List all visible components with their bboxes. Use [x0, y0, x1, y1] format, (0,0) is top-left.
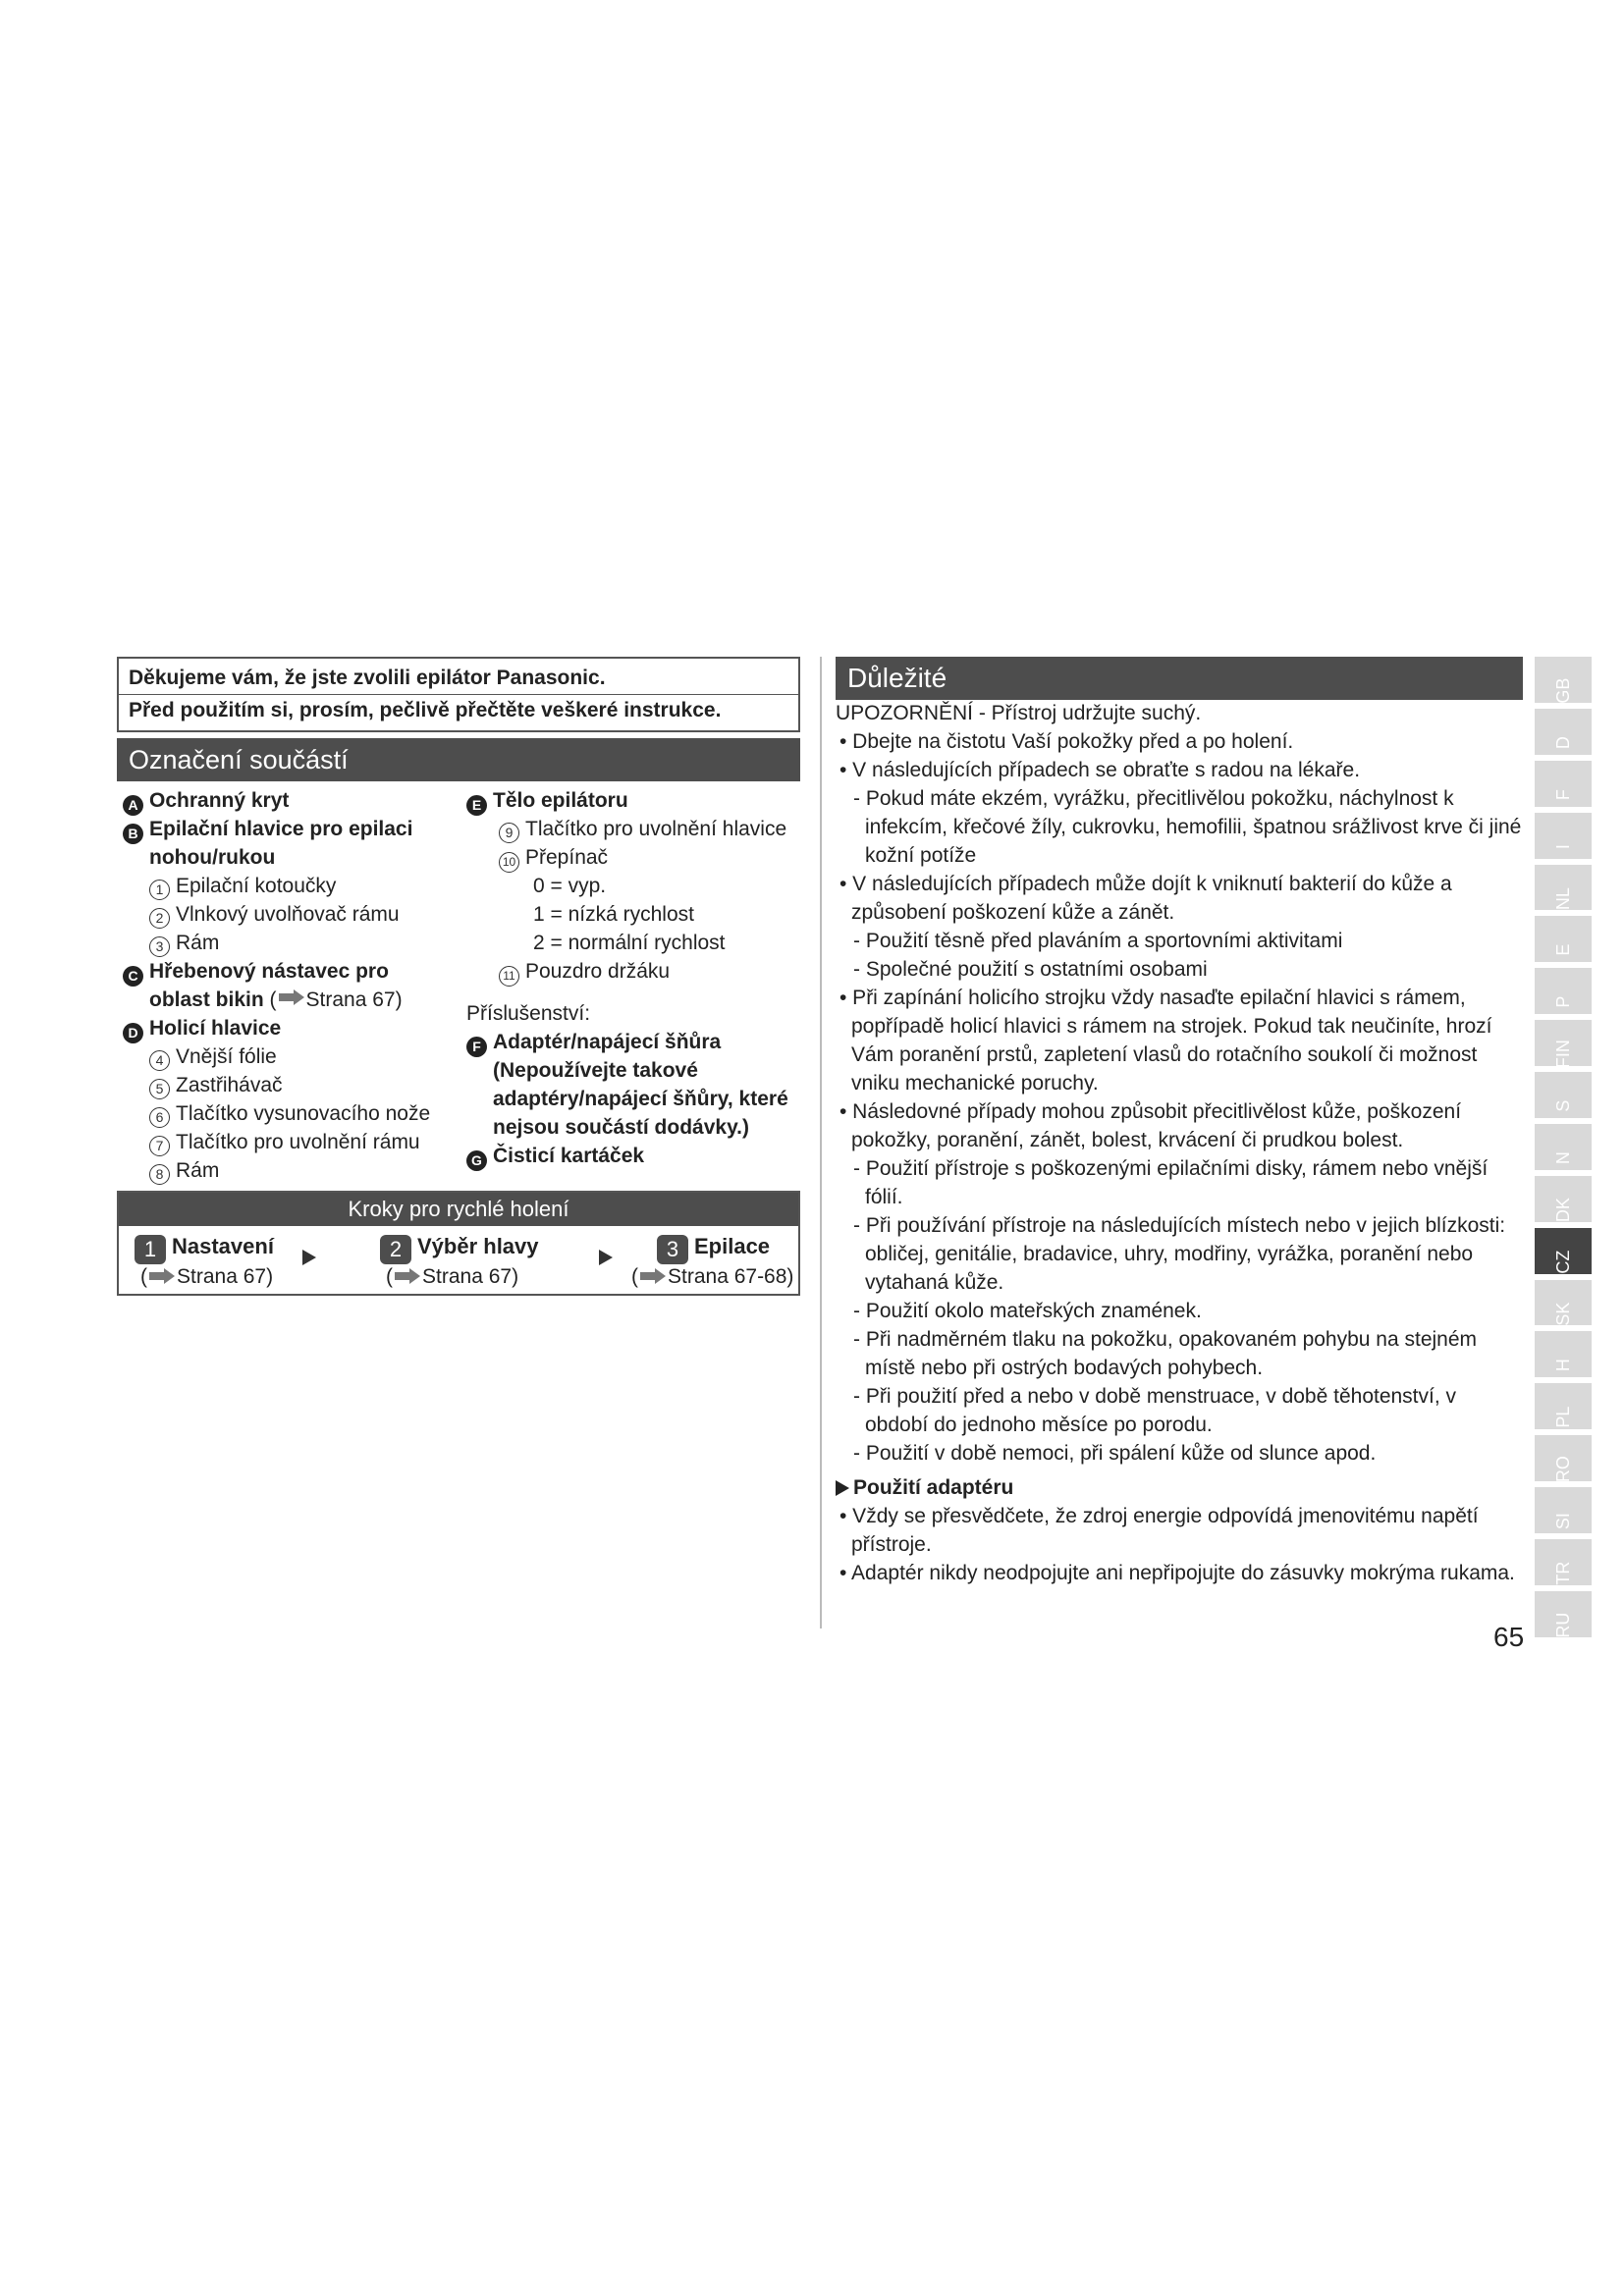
- language-tab-ro[interactable]: [1535, 1435, 1592, 1481]
- part-2: [123, 900, 457, 929]
- part-d: [123, 1014, 457, 1042]
- switch-2: [466, 929, 800, 957]
- bullet-item: • Adaptér nikdy neodpojujte ani nepřipojujte do zásuvky mokrýma rukama.: [839, 1562, 1515, 1584]
- ref-open: (: [631, 1265, 638, 1288]
- language-tab-tr[interactable]: [1535, 1539, 1592, 1585]
- step-ref: Strana 67): [177, 1265, 274, 1288]
- language-tab-label: SK: [1553, 1302, 1573, 1326]
- language-tab-f[interactable]: [1535, 761, 1592, 807]
- bullet-item: • Dbejte na čistotu Vaší pokožky před a po holení.: [839, 730, 1294, 753]
- language-tab-cz[interactable]: [1535, 1228, 1592, 1274]
- step-arrow-icon: [302, 1250, 316, 1265]
- language-tab-d[interactable]: [1535, 709, 1592, 755]
- part-2-label: Vlnkový uvolňovač rámu: [176, 903, 400, 926]
- bullet-item: • Při zapínání holicího strojku vždy nasaďte epilační hlavici s rámem, popřípadě holicí hlavici s rámem na strojek. Pokud tak neučiníte, hrozí Vám poranění prstů, zapletení vlasů do rotačního soukolí či možnost vniku mechanické poruchy.: [839, 987, 1492, 1095]
- part-b: [123, 815, 457, 843]
- language-tab-label: GB: [1553, 677, 1573, 704]
- step-number: 3: [657, 1235, 688, 1264]
- bullet-item: • V následujících případech se obraťte s radou na lékaře.: [839, 759, 1361, 781]
- language-tab-label: TR: [1553, 1561, 1573, 1585]
- part-f-label: Adaptér/napájecí šňůra: [493, 1031, 722, 1053]
- badge-g: G: [466, 1150, 487, 1171]
- quick-step-2: [380, 1234, 539, 1290]
- quick-step-3: [631, 1234, 793, 1290]
- language-tab-dk[interactable]: [1535, 1176, 1592, 1222]
- step-arrow-icon: [599, 1250, 613, 1265]
- badge-e: E: [466, 795, 487, 816]
- parts-list-right: [466, 786, 800, 1170]
- part-10-label: Přepínač: [525, 846, 609, 869]
- adapter-subheading-text: Použití adaptéru: [853, 1476, 1014, 1499]
- num-2: 2: [149, 908, 170, 929]
- language-tab-pl[interactable]: [1535, 1383, 1592, 1429]
- part-c-label-cont: [123, 986, 457, 1014]
- part-c-label: Hřebenový nástavec pro: [149, 960, 389, 983]
- ref-open: (: [140, 1265, 147, 1288]
- part-6: [123, 1099, 457, 1128]
- language-tab-label: D: [1553, 735, 1573, 749]
- part-1-label: Epilační kotoučky: [176, 875, 337, 897]
- switch-1-text: 1 = nízká rychlost: [533, 903, 694, 926]
- accessories-label: [466, 999, 800, 1028]
- badge-c: C: [123, 966, 143, 987]
- switch-1: [466, 900, 800, 929]
- step-title: Výběr hlavy: [417, 1234, 539, 1258]
- quick-steps-box: [117, 1191, 800, 1296]
- bullet-item: • V následujících případech může dojít k vniknutí bakterií do kůže a způsobení poškození kůže a zánět.: [839, 873, 1452, 924]
- important-heading: Důležité: [836, 657, 1523, 700]
- ref-open: (: [269, 988, 277, 1011]
- part-5-label: Zastřihávač: [176, 1074, 283, 1096]
- badge-f: F: [466, 1037, 487, 1057]
- bullet-item: • Vždy se přesvědčete, že zdroj energie odpovídá jmenovitému napětí přístroje.: [839, 1505, 1479, 1556]
- accessories-text: Příslušenství:: [466, 1002, 591, 1025]
- language-tab-i[interactable]: [1535, 813, 1592, 859]
- num-9: 9: [499, 823, 519, 843]
- step-ref: Strana 67): [422, 1265, 519, 1288]
- quick-steps-heading: Kroky pro rychlé holení: [119, 1193, 798, 1226]
- page-arrow-icon: [148, 1267, 176, 1285]
- part-d-label: Holicí hlavice: [149, 1017, 282, 1040]
- language-tab-label: P: [1553, 995, 1573, 1008]
- parts-list-left: [123, 786, 457, 1185]
- language-tab-label: S: [1553, 1099, 1573, 1112]
- part-6-label: Tlačítko vysunovacího nože: [176, 1102, 431, 1125]
- dash-item: - Použití v době nemoci, při spálení kůže od slunce apod.: [853, 1442, 1377, 1465]
- part-a-label: Ochranný kryt: [149, 789, 290, 812]
- bullet-item: • Následovné případy mohou způsobit přecitlivělost kůže, poškození pokožky, poranění, zánět, bolest, krvácení či prudkou bolest.: [839, 1100, 1462, 1151]
- step-title: Epilace: [694, 1234, 771, 1258]
- dash-item: - Použití okolo mateřských znamének.: [853, 1300, 1202, 1322]
- language-tab-fin[interactable]: [1535, 1020, 1592, 1069]
- language-tab-p[interactable]: [1535, 968, 1592, 1014]
- step-title: Nastavení: [172, 1234, 274, 1258]
- dash-item: - Při používání přístroje na následujících místech nebo v jejich blízkosti: obličej, genitálie, bradavice, uhry, modřiny, vyrážka, poranění nebo vytahaná kůže.: [853, 1214, 1506, 1294]
- column-divider: [820, 657, 822, 1629]
- num-4: 4: [149, 1050, 170, 1071]
- part-f-note-3: [466, 1113, 800, 1142]
- badge-a: A: [123, 795, 143, 816]
- part-f-label-4: nejsou součástí dodávky.): [493, 1116, 750, 1139]
- language-tab-h[interactable]: [1535, 1331, 1592, 1377]
- language-tab-label: CZ: [1553, 1250, 1573, 1274]
- part-g-label: Čisticí kartáček: [493, 1145, 645, 1167]
- part-4-label: Vnější fólie: [176, 1045, 277, 1068]
- dash-item: - Při použití před a nebo v době menstruace, v době těhotenství, v období do jednoho měsíce po porodu.: [853, 1385, 1457, 1436]
- language-tab-label: F: [1553, 788, 1573, 800]
- part-f-note-1: [466, 1056, 800, 1085]
- part-e-label: Tělo epilátoru: [493, 789, 628, 812]
- important-text: [836, 699, 1523, 1587]
- intro-thanks: Děkujeme vám, že jste zvolili epilátor Panasonic.: [129, 667, 606, 689]
- language-tab-sk[interactable]: [1535, 1280, 1592, 1326]
- quick-step-1: [135, 1234, 274, 1290]
- num-6: 6: [149, 1107, 170, 1128]
- page-arrow-icon: [639, 1267, 667, 1285]
- language-tab-label: I: [1553, 843, 1573, 849]
- language-tab-s[interactable]: [1535, 1072, 1592, 1118]
- part-f: [466, 1028, 800, 1056]
- switch-0: [466, 872, 800, 900]
- part-8: [123, 1156, 457, 1185]
- part-5: [123, 1071, 457, 1099]
- part-b-label-2: nohou/rukou: [149, 846, 276, 869]
- step-number: 1: [135, 1235, 166, 1264]
- language-tab-gb[interactable]: [1535, 657, 1592, 703]
- num-10: 10: [499, 852, 519, 873]
- part-11: [466, 957, 800, 986]
- switch-0-text: 0 = vyp.: [533, 875, 607, 897]
- page-arrow-icon: [278, 988, 305, 1006]
- language-tab-label: PL: [1553, 1406, 1573, 1428]
- num-7: 7: [149, 1136, 170, 1156]
- part-11-label: Pouzdro držáku: [525, 960, 671, 983]
- part-4: [123, 1042, 457, 1071]
- language-tab-label: SI: [1553, 1513, 1573, 1530]
- num-11: 11: [499, 966, 519, 987]
- part-10: [466, 843, 800, 872]
- num-8: 8: [149, 1164, 170, 1185]
- dash-item: - Použití přístroje s poškozenými epilačními disky, rámem nebo vnější fólií.: [853, 1157, 1489, 1208]
- language-tab-n[interactable]: [1535, 1124, 1592, 1170]
- language-tab-ru[interactable]: [1535, 1591, 1592, 1637]
- badge-b: B: [123, 824, 143, 844]
- part-a: [123, 786, 457, 815]
- dash-item: - Společné použití s ostatními osobami: [853, 958, 1208, 981]
- badge-d: D: [123, 1023, 143, 1043]
- warning-line: UPOZORNĚNÍ - Přístroj udržujte suchý.: [836, 702, 1202, 724]
- language-tab-label: E: [1553, 943, 1573, 956]
- section-arrow-icon: [836, 1480, 849, 1496]
- part-b-label: Epilační hlavice pro epilaci: [149, 818, 413, 840]
- part-c-ref: Strana 67): [305, 988, 403, 1011]
- part-9: [466, 815, 800, 843]
- language-tab-label: RO: [1553, 1456, 1573, 1483]
- intro-box: [117, 657, 800, 732]
- adapter-subheading: [836, 1473, 1523, 1502]
- step-number: 2: [380, 1235, 411, 1264]
- language-tab-label: FIN: [1553, 1040, 1573, 1069]
- part-f-note-2: [466, 1085, 800, 1113]
- page-arrow-icon: [394, 1267, 421, 1285]
- language-tab-nl[interactable]: [1535, 865, 1592, 911]
- part-c: [123, 957, 457, 986]
- part-f-label-2: (Nepoužívejte takové: [493, 1059, 698, 1082]
- language-tab-label: N: [1553, 1150, 1573, 1164]
- num-1: 1: [149, 880, 170, 900]
- dash-item: - Pokud máte ekzém, vyrážku, přecitlivělou pokožku, náchylnost k infekcím, křečové žíly, cukrovku, hemofilii, špatnou srážlivost krve či jiné kožní potíže: [853, 787, 1522, 867]
- language-tab-e[interactable]: [1535, 916, 1592, 962]
- ref-open: (: [386, 1265, 393, 1288]
- step-ref: Strana 67-68): [668, 1265, 794, 1288]
- language-tab-label: NL: [1553, 886, 1573, 910]
- part-b-label-cont: [123, 843, 457, 872]
- page-number: 65: [1493, 1622, 1525, 1652]
- part-c-label-2: oblast bikin: [149, 988, 264, 1011]
- language-tab-label: RU: [1553, 1612, 1573, 1638]
- part-7: [123, 1128, 457, 1156]
- part-7-label: Tlačítko pro uvolnění rámu: [176, 1131, 420, 1153]
- intro-read-instructions: Před použitím si, prosím, pečlivě přečtěte veškeré instrukce.: [119, 694, 798, 724]
- part-f-label-3: adaptéry/napájecí šňůry, které: [493, 1088, 788, 1110]
- part-8-label: Rám: [176, 1159, 220, 1182]
- parts-heading: Označení součástí: [117, 738, 800, 781]
- language-tab-label: DK: [1553, 1197, 1573, 1222]
- num-3: 3: [149, 936, 170, 957]
- num-5: 5: [149, 1079, 170, 1099]
- dash-item: - Použití těsně před plaváním a sportovními aktivitami: [853, 930, 1343, 952]
- part-3: [123, 929, 457, 957]
- dash-item: - Při nadměrném tlaku na pokožku, opakovaném pohybu na stejném místě nebo při ostrých bodavých pohybech.: [853, 1328, 1478, 1379]
- part-3-label: Rám: [176, 932, 220, 954]
- language-tab-label: H: [1553, 1359, 1573, 1372]
- part-1: [123, 872, 457, 900]
- part-e: [466, 786, 800, 815]
- part-9-label: Tlačítko pro uvolnění hlavice: [525, 818, 787, 840]
- switch-2-text: 2 = normální rychlost: [533, 932, 726, 954]
- part-g: [466, 1142, 800, 1170]
- language-tab-si[interactable]: [1535, 1487, 1592, 1533]
